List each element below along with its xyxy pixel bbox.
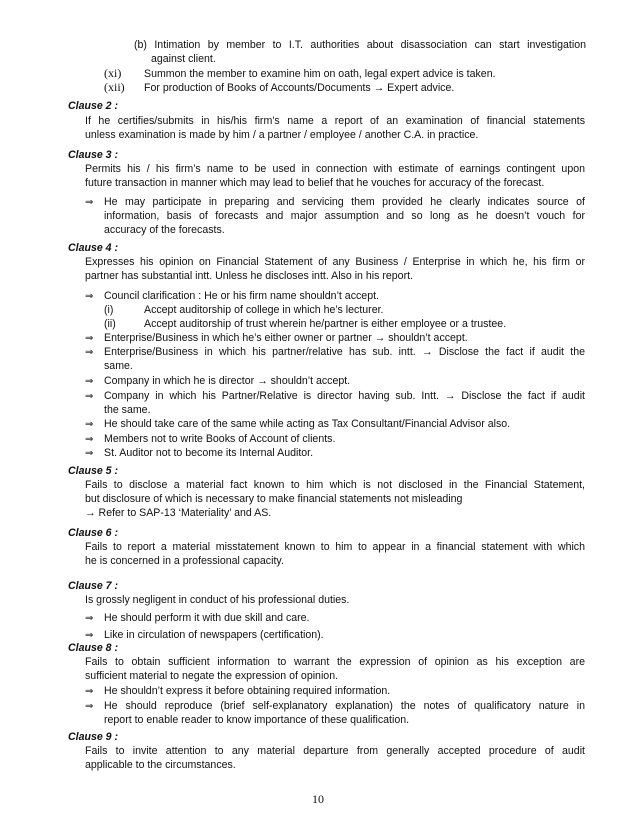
page-number: 10 [312,792,324,806]
clause-3-line1: Permits his / his firm’s name to be used in connection with estimate of earnings contingent upon [85,163,585,175]
bullet-arrow-icon: ⇒ [85,376,94,387]
clause-8-line2: sufficient material to negate the expression of opinion. [85,670,339,682]
clause-8-bullet2-line2: report to enable reader to know importance of these qualification. [104,714,410,726]
clause-4-heading: Clause 4 : [68,242,119,254]
bullet-arrow-icon: ⇒ [85,448,94,459]
clause-8-heading: Clause 8 : [68,642,119,654]
clause-7-bullet1: He should perform it with due skill and care. [104,612,310,624]
clause-6-line1: Fails to report a material misstatement known to him to appear in a financial statement with which [85,541,585,553]
clause-3-heading: Clause 3 : [68,149,119,161]
clause-4-bullet3-line2: same. [104,360,133,372]
bullet-arrow-icon: ⇒ [85,434,94,445]
clause-9-heading: Clause 9 : [68,731,119,743]
clause-4-bullet1-i-text: Accept auditorship of college in which he’s lecturer. [144,304,384,316]
bullet-arrow-icon: ⇒ [85,630,94,641]
bullet-arrow-icon: ⇒ [85,197,94,208]
clause-5-line1: Fails to disclose a material fact known to him which is not disclosed in the Financial Statement, [85,479,585,491]
clause-7-heading: Clause 7 : [68,580,119,592]
clause-5-heading: Clause 5 : [68,465,119,477]
bullet-arrow-icon: ⇒ [85,419,94,430]
item-b-line1: (b) Intimation by member to I.T. authorities about disassociation can start investigation [134,39,586,51]
clause-4-bullet4: Company in which he is director → shouldn’t accept. [104,375,351,387]
clause-2-line1: If he certifies/submits in his/his firm’s name a report of an examination of financial statements [85,115,585,127]
bullet-arrow-icon: ⇒ [85,613,94,624]
clause-6-heading: Clause 6 : [68,527,119,539]
item-xii-number: (xii) [104,80,125,94]
clause-8-line1: Fails to obtain sufficient information to warrant the expression of opinion as his exception are [85,656,585,668]
bullet-arrow-icon: ⇒ [85,333,94,344]
clause-3-bullet1-line1: He may participate in preparing and servicing them provided he clearly indicates source of [104,196,585,208]
clause-6-line2: he is concerned in a professional capacity. [85,555,284,567]
item-xi-number: (xi) [104,66,122,80]
item-xi-text: Summon the member to examine him on oath, legal expert advice is taken. [144,68,496,80]
clause-8-bullet2-line1: He should reproduce (brief self-explanatory explanation) the notes of qualificatory nature in [104,700,585,712]
clause-2-heading: Clause 2 : [68,100,119,112]
item-b-line2: against client. [151,53,216,65]
clause-4-bullet5-line2: the same. [104,404,151,416]
clause-4-bullet2: Enterprise/Business in which he’s either owner or partner → shouldn’t accept. [104,332,468,344]
clause-3-bullet1-line2: information, basis of forecasts and major assumption and so long as he doesn’t vouch for [104,210,585,222]
clause-4-bullet7: Members not to write Books of Account of clients. [104,433,336,445]
clause-3-bullet1-line3: accuracy of the forecasts. [104,224,225,236]
clause-9-line2: applicable to the circumstances. [85,759,236,771]
clause-2-line2: unless examination is made by him / a partner / employee / another C.A. in practice. [85,129,479,141]
clause-5-line2: but disclosure of which is necessary to make financial statements not misleading [85,493,463,505]
clause-4-bullet3-line1: Enterprise/Business in which his partner/relative has sub. intt. → Disclose the fact if audit the [104,346,585,358]
clause-3-line2: future transaction in manner which may lead to belief that he vouches for accuracy of the forecast. [85,177,545,189]
bullet-arrow-icon: ⇒ [85,291,94,302]
clause-4-bullet1-ii-text: Accept auditorship of trust wherein he/partner is either employee or a trustee. [144,318,507,330]
clause-4-bullet5-line1: Company in which his Partner/Relative is director having sub. Intt. → Disclose the fact if audit [104,390,585,402]
clause-4-bullet1-ii-number: (ii) [104,318,116,330]
bullet-arrow-icon: ⇒ [85,701,94,712]
clause-4-bullet6: He should take care of the same while acting as Tax Consultant/Financial Advisor also. [104,418,511,430]
clause-4-bullet8: St. Auditor not to become its Internal Auditor. [104,447,314,459]
clause-8-bullet1: He shouldn’t express it before obtaining required information. [104,685,391,697]
clause-5-line3: → Refer to SAP-13 ‘Materiality’ and AS. [85,507,272,519]
clause-4-line1: Expresses his opinion on Financial Statement of any Business / Enterprise in which he, his firm or [85,256,585,268]
bullet-arrow-icon: ⇒ [85,347,94,358]
clause-4-bullet1-i-number: (i) [104,304,114,316]
clause-7-line1: Is grossly negligent in conduct of his professional duties. [85,594,350,606]
clause-7-bullet2: Like in circulation of newspapers (certification). [104,629,324,641]
clause-9-line1: Fails to invite attention to any material departure from generally accepted procedure of audit [85,745,585,757]
clause-4-line2: partner has substantial intt. Unless he discloses intt. Also in his report. [85,270,413,282]
clause-4-bullet1: Council clarification : He or his firm name shouldn’t accept. [104,290,379,302]
bullet-arrow-icon: ⇒ [85,686,94,697]
bullet-arrow-icon: ⇒ [85,391,94,402]
item-xii-text: For production of Books of Accounts/Documents → Expert advice. [144,82,455,94]
